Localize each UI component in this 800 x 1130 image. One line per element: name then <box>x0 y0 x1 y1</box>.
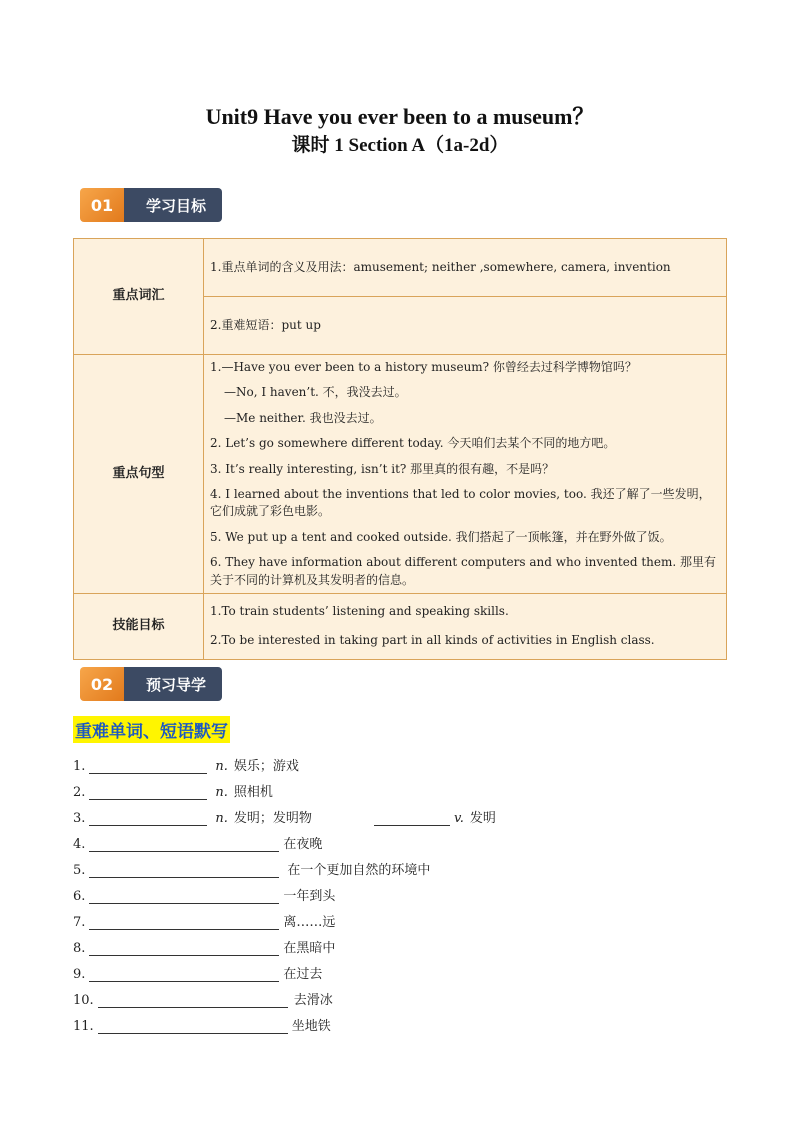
goals-table <box>73 238 727 660</box>
answer-blank[interactable] <box>89 811 207 826</box>
item-meaning: 一年到头 <box>283 889 336 904</box>
item-meaning: 在一个更加自然的环境中 <box>287 863 431 878</box>
badge-number: 01 <box>80 188 124 222</box>
item-meaning: 在过去 <box>283 967 323 982</box>
list-item <box>73 904 723 930</box>
item-number: 4. <box>73 837 86 852</box>
badge-number: 02 <box>80 667 124 701</box>
answer-blank[interactable] <box>89 863 279 878</box>
skill-line: 1.To train students’ listening and speaking skills. <box>210 604 509 619</box>
item-meaning: 在夜晚 <box>283 837 323 852</box>
vocab-cell-1: 1.重点单词的含义及用法：amusement; neither ,somewhere, camera, invention <box>204 239 727 297</box>
list-item <box>73 774 723 800</box>
item-meaning: 娱乐；游戏 <box>233 759 299 774</box>
answer-blank[interactable] <box>98 993 288 1008</box>
item-meaning: 在黑暗中 <box>283 941 336 956</box>
skill-head: 技能目标 <box>74 593 204 659</box>
page-subtitle: 课时 1 Section A（1a-2d） <box>291 135 509 156</box>
list-item <box>73 956 723 982</box>
vocab-head: 重点词汇 <box>74 239 204 355</box>
list-item <box>73 748 723 774</box>
list-item <box>73 852 723 878</box>
answer-blank[interactable] <box>98 1019 288 1034</box>
sentence-line: —Me neither. 我也没去过。 <box>224 410 382 425</box>
part-of-speech: v. <box>453 811 464 826</box>
answer-blank[interactable] <box>89 889 279 904</box>
list-item <box>73 826 723 852</box>
item-meaning: 离……远 <box>283 915 336 930</box>
section-badge-goals <box>80 188 222 222</box>
vocab-list <box>73 748 723 1034</box>
vocab-heading: 重难单词、短语默写 <box>73 716 230 743</box>
sentence-line: 1.—Have you ever been to a history museum? 你曾经去过科学博物馆吗？ <box>210 360 637 374</box>
item-meaning: 去滑冰 <box>293 993 333 1008</box>
answer-blank[interactable] <box>89 759 207 774</box>
list-item <box>73 800 723 826</box>
item-number: 2. <box>73 785 86 800</box>
item-meaning: 发明；发明物 <box>233 811 312 826</box>
part-of-speech: n. <box>215 759 228 774</box>
section-badge-preview <box>80 667 222 701</box>
item-meaning: 照相机 <box>233 785 273 800</box>
sentence-head: 重点句型 <box>74 355 204 594</box>
item-number: 1. <box>73 759 86 774</box>
item-number: 6. <box>73 889 86 904</box>
item-number: 11. <box>73 1019 94 1034</box>
item-number: 3. <box>73 811 86 826</box>
answer-blank[interactable] <box>89 967 279 982</box>
answer-blank[interactable] <box>89 837 279 852</box>
sentence-cell <box>204 355 727 594</box>
sentence-line: 2. Let’s go somewhere different today. 今天咱们去某个不同的地方吧。 <box>210 436 616 451</box>
badge-label: 预习导学 <box>124 667 222 701</box>
answer-blank[interactable] <box>374 811 450 826</box>
skill-line: 2.To be interested in taking part in all kinds of activities in English class. <box>210 633 655 648</box>
item-number: 7. <box>73 915 86 930</box>
item-number: 9. <box>73 967 86 982</box>
answer-blank[interactable] <box>89 915 279 930</box>
list-item <box>73 1008 723 1034</box>
sentence-line: 5. We put up a tent and cooked outside. 我们搭起了一顶帐篷，并在野外做了饭。 <box>210 529 672 544</box>
vocab-cell-2: 2.重难短语：put up <box>204 297 727 355</box>
sentence-line: —No, I haven’t. 不，我没去过。 <box>224 385 407 400</box>
item-number: 5. <box>73 863 86 878</box>
list-item <box>73 930 723 956</box>
list-item <box>73 982 723 1008</box>
sentence-line: 3. It’s really interesting, isn’t it? 那里真的很有趣，不是吗？ <box>210 461 555 476</box>
item-meaning: 发明 <box>469 811 496 826</box>
item-meaning: 坐地铁 <box>291 1019 331 1034</box>
answer-blank[interactable] <box>89 785 207 800</box>
badge-label: 学习目标 <box>124 188 222 222</box>
skill-cell <box>204 593 727 659</box>
item-number: 8. <box>73 941 86 956</box>
item-number: 10. <box>73 993 94 1008</box>
sentence-line: 6. They have information about different computers and who invented them. 那里有关于不同的计算机及其发明者的信息。 <box>210 555 717 587</box>
part-of-speech: n. <box>215 785 228 800</box>
part-of-speech: n. <box>215 811 228 826</box>
page-title: Unit9 Have you ever been to a museum？ <box>205 104 595 129</box>
sentence-line: 4. I learned about the inventions that led to color movies, too. 我还了解了一些发明，它们成就了彩色电影。 <box>210 486 711 519</box>
list-item <box>73 878 723 904</box>
answer-blank[interactable] <box>89 941 279 956</box>
